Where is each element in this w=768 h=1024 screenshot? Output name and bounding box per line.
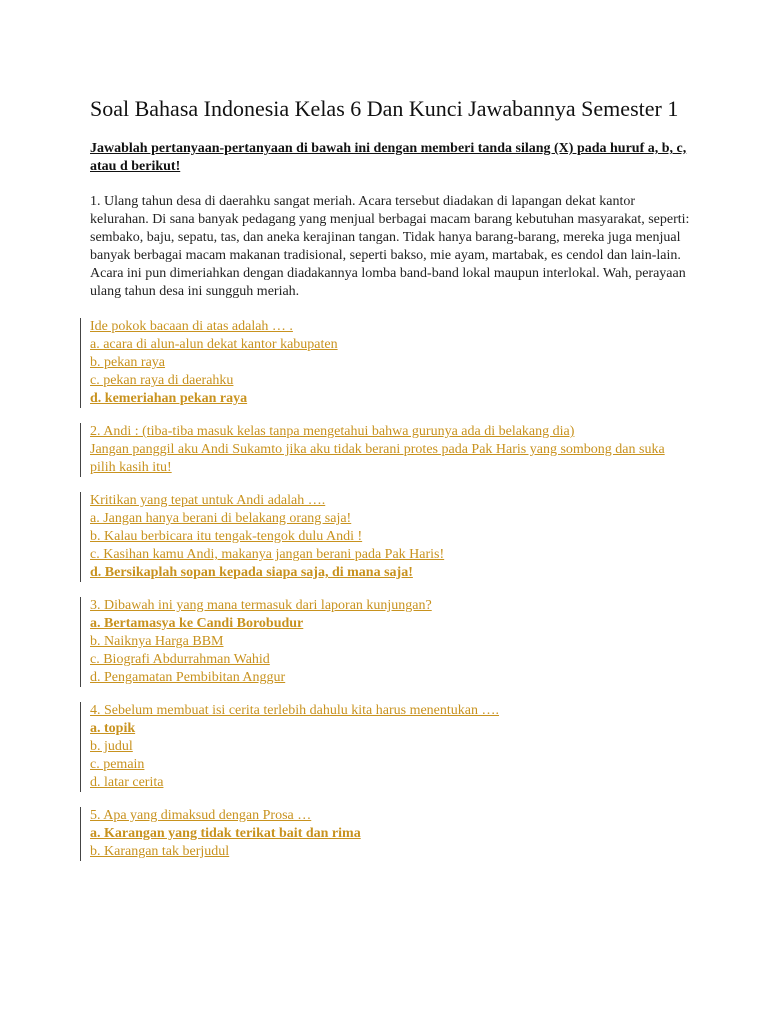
q1-option-d-answer[interactable]: d. kemeriahan pekan raya — [90, 391, 248, 406]
question-3-text[interactable]: 3. Dibawah ini yang mana termasuk dari laporan kunjungan? — [90, 598, 432, 613]
question-2-text[interactable]: Kritikan yang tepat untuk Andi adalah …. — [90, 493, 326, 508]
question-block-3 — [80, 597, 690, 687]
q4-option-c[interactable]: c. pemain — [90, 757, 145, 772]
q1-option-a[interactable]: a. acara di alun-alun dekat kantor kabupaten — [90, 337, 338, 352]
q2-option-d-answer[interactable]: d. Bersikaplah sopan kepada siapa saja, di mana saja! — [90, 565, 413, 580]
question-block-2 — [80, 492, 690, 582]
question-4-text[interactable]: 4. Sebelum membuat isi cerita terlebih dahulu kita harus menentukan …. — [90, 703, 500, 718]
question-block-5 — [80, 807, 690, 861]
question-block-2-text — [80, 423, 690, 477]
q3-option-c[interactable]: c. Biografi Abdurrahman Wahid — [90, 652, 270, 667]
q2-option-c[interactable]: c. Kasihan kamu Andi, makanya jangan berani pada Pak Haris! — [90, 547, 445, 562]
q4-option-b[interactable]: b. judul — [90, 739, 133, 754]
q3-option-b[interactable]: b. Naiknya Harga BBM — [90, 634, 224, 649]
q3-option-d[interactable]: d. Pengamatan Pembibitan Anggur — [90, 670, 286, 685]
q2-option-a[interactable]: a. Jangan hanya berani di belakang orang saja! — [90, 511, 352, 526]
q1-option-c[interactable]: c. pekan raya di daerahku — [90, 373, 234, 388]
q4-option-d[interactable]: d. latar cerita — [90, 775, 164, 790]
q3-option-a-answer[interactable]: a. Bertamasya ke Candi Borobudur — [90, 616, 304, 631]
page-title: Soal Bahasa Indonesia Kelas 6 Dan Kunci Jawabannya Semester 1 — [90, 96, 679, 121]
q5-option-b[interactable]: b. Karangan tak berjudul — [90, 844, 230, 859]
reading-passage: 1. Ulang tahun desa di daerahku sangat meriah. Acara tersebut diadakan di lapangan dekat kantor kelurahan. Di sana banyak pedagang yang menjual berbagai macam barang kebutuhan masyarakat, seperti: sembako, baju, sepatu, tas, dan aneka kerajinan tangan. Tidak hanya barang-barang, mereka juga menjual banyak berbagai macam makanan tradisional, seperti bakso, mie ayam, martabak, es cendol dan lain-lain. Acara ini pun dimeriahkan dengan diadakannya lomba band-band lokal maupun interlokal. Wah, perayaan ulang tahun desa ini sungguh meriah. — [90, 194, 690, 299]
q2-option-b[interactable]: b. Kalau berbicara itu tengak-tengok dulu Andi ! — [90, 529, 363, 544]
q4-option-a-answer[interactable]: a. topik — [90, 721, 136, 736]
q1-option-b[interactable]: b. pekan raya — [90, 355, 166, 370]
document-page — [90, 95, 690, 861]
question-block-4 — [80, 702, 690, 792]
question-5-text[interactable]: 5. Apa yang dimaksud dengan Prosa … — [90, 808, 312, 823]
question-2-quote[interactable]: Jangan panggil aku Andi Sukamto jika aku tidak berani protes pada Pak Haris yang sombong dan suka pilih kasih itu! — [90, 442, 665, 475]
question-block-1 — [80, 318, 690, 408]
question-1-text[interactable]: Ide pokok bacaan di atas adalah … . — [90, 319, 293, 334]
question-2-dialogue[interactable]: 2. Andi : (tiba-tiba masuk kelas tanpa mengetahui bahwa gurunya ada di belakang dia) — [90, 424, 575, 439]
instruction-text: Jawablah pertanyaan-pertanyaan di bawah ini dengan memberi tanda silang (X) pada huruf a, b, c, atau d berikut! — [90, 141, 687, 174]
q5-option-a-answer[interactable]: a. Karangan yang tidak terikat bait dan rima — [90, 826, 361, 841]
